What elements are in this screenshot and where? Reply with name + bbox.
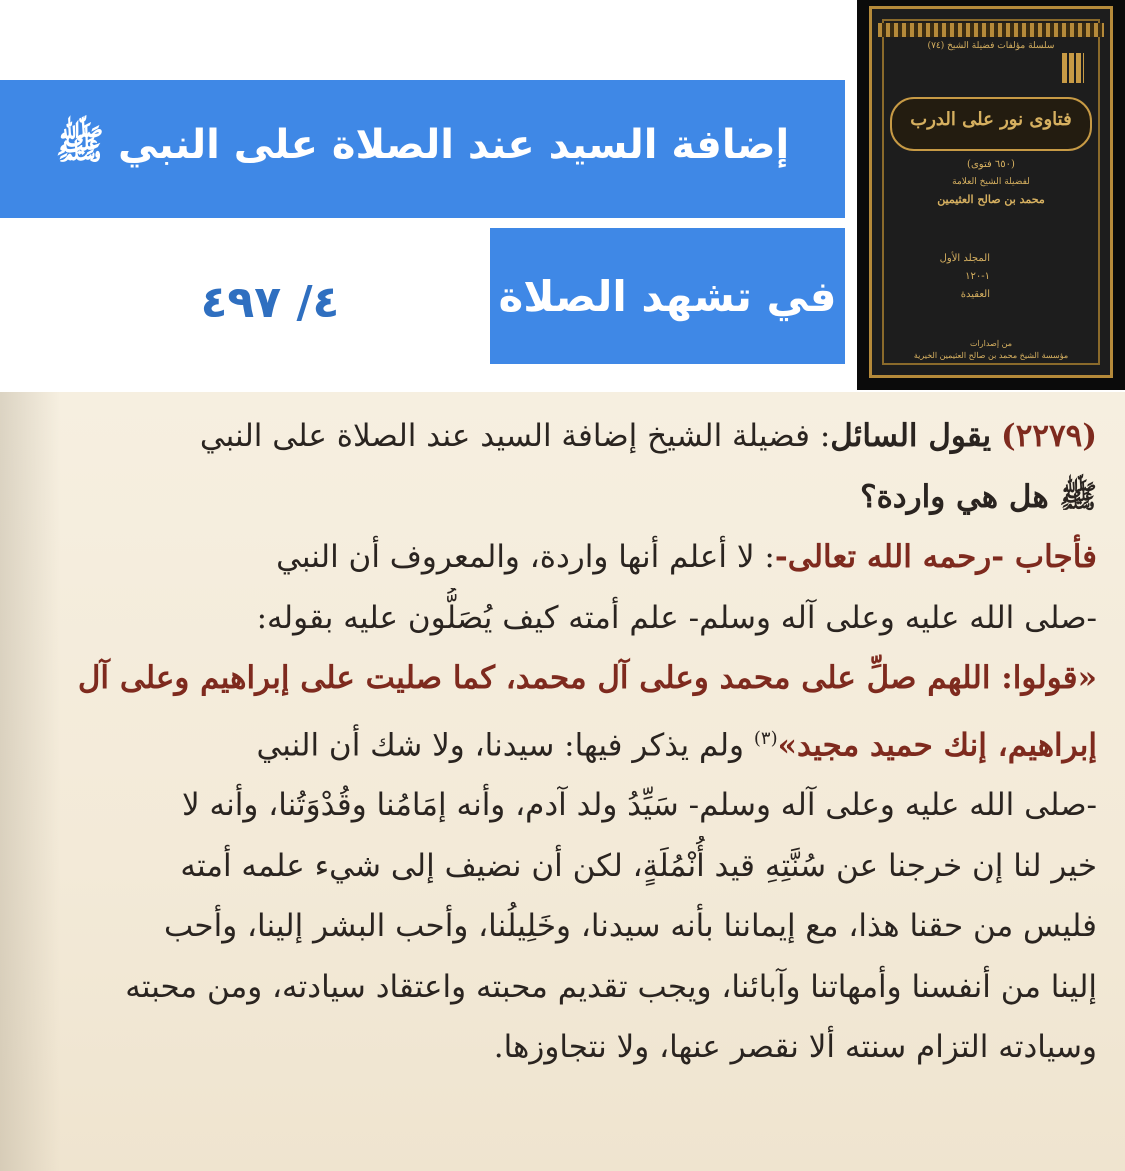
cover-count: (٦٥٠ فتوى) — [967, 159, 1015, 170]
cover-range: ١-١٢٠ — [965, 271, 990, 282]
answer-line-2: -صلى الله عليه وعلى آله وسلم- علم أمته كيف يُصَلُّون عليه بقوله: — [256, 599, 1097, 636]
answer-line-3: ولم يذكر فيها: سيدنا، ولا شك أن النبي — [256, 726, 754, 763]
book-cover-image — [857, 0, 1125, 390]
asker-label: يقول السائل — [830, 418, 992, 454]
volume-reference: ٤/ ٤٩٧ — [200, 277, 340, 328]
cover-publisher-2: مؤسسة الشيخ محمد بن صالح العثيمين الخيرية — [913, 351, 1069, 360]
cover-volume: المجلد الأول — [939, 253, 990, 264]
text-line-1 — [40, 406, 1097, 467]
book-page-photo — [0, 392, 1125, 1171]
answer-line-5: خير لنا إن خرجنا عن سُنَّتِهِ قيد أُنْمُلَةٍ، لكن أن نضيف إلى شيء علمه أمته — [180, 847, 1097, 884]
text-line-3 — [40, 527, 1097, 588]
cover-series: سلسلة مؤلفات فضيلة الشيخ (٧٤) — [927, 41, 1055, 51]
books-emblem-icon — [1062, 53, 1084, 83]
hadith-line-2: إبراهيم، إنك حميد مجيد» — [777, 726, 1097, 763]
title-banner — [0, 80, 845, 218]
cover-author-2: محمد بن صالح العثيمين — [937, 193, 1045, 206]
cover-title: فتاوى نور على الدرب — [910, 109, 1072, 130]
book-cover — [869, 6, 1113, 378]
answer-line-8: وسيادته التزام سنته ألا نقصر عنها، ولا نتجاوزها. — [493, 1029, 1097, 1066]
fatwa-number: (٢٢٧٩) — [1001, 418, 1097, 454]
hadith-line-1: «قولوا: اللهم صلِّ على محمد وعلى آل محمد، كما صليت على إبراهيم وعلى آل — [77, 660, 1097, 696]
title-text: إضافة السيد عند الصلاة على النبي ﷺ — [55, 122, 790, 168]
question-line-2: ﷺ هل هي واردة؟ — [860, 478, 1097, 515]
cover-publisher-1: من إصدارات — [970, 339, 1012, 348]
top-ornament — [878, 23, 1104, 37]
cover-author-1: لفضيلة الشيخ العلامة — [952, 177, 1030, 187]
answer-line-1: : لا أعلم أنها واردة، والمعروف أن النبي — [276, 539, 775, 575]
answer-line-6: فليس من حقنا هذا، مع إيماننا بأنه سيدنا، وخَلِيلُنا، وأحب البشر إلينا، وأحب — [163, 908, 1097, 945]
question-line-1: : فضيلة الشيخ إضافة السيد عند الصلاة على النبي — [199, 418, 831, 454]
answer-label: فأجاب -رحمه الله تعالى- — [774, 539, 1097, 575]
cover-topic: العقيدة — [960, 289, 990, 300]
subtitle-banner — [490, 228, 845, 364]
footnote-marker: (٣) — [753, 727, 778, 749]
fatwa-text — [40, 406, 1097, 1078]
subtitle-text: في تشهد الصلاة — [498, 271, 837, 321]
answer-line-7: إلينا من أنفسنا وأمهاتنا وآبائنا، ويجب تقديم محبته واعتقاد سيادته، ومن محبته — [125, 968, 1097, 1005]
answer-line-4: -صلى الله عليه وعلى آله وسلم- سَيِّدُ ولد آدم، وأنه إمَامُنا وقُدْوَتُنا، وأنه لا — [181, 787, 1097, 824]
text-line-6 — [40, 709, 1097, 776]
